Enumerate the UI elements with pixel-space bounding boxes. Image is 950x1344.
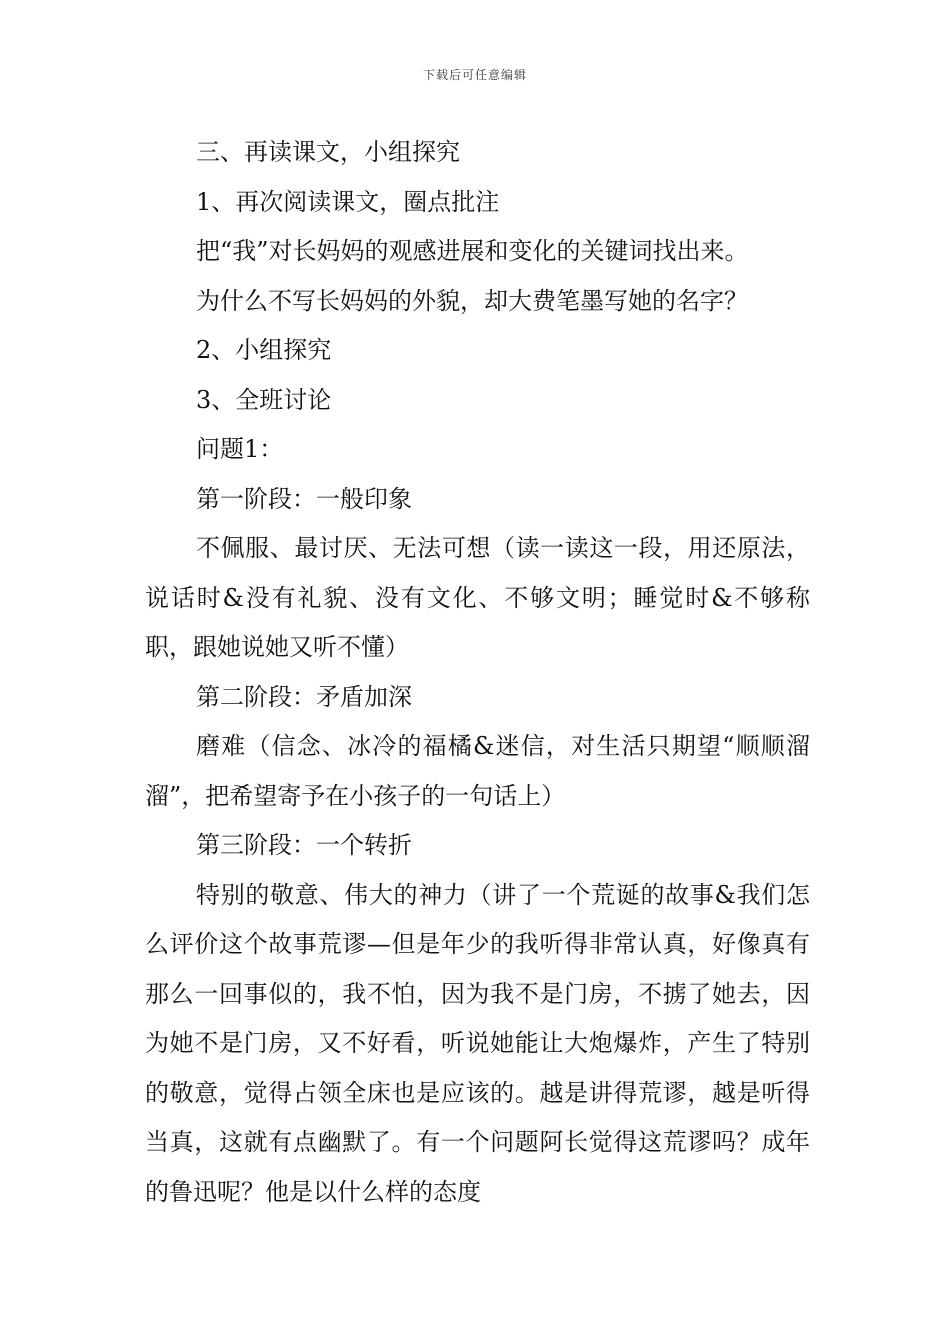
task-keywords: 把“我”对长妈妈的观感进展和变化的关键词找出来。 xyxy=(196,237,749,265)
step-2-heading: 2、小组探究 xyxy=(196,336,332,364)
stage-2-heading: 第二阶段：矛盾加深 xyxy=(196,682,412,711)
stage-1-body: 不佩服、最讨厌、无法可想（读一读这一段，用还原法，说话时&没有礼貌、没有文化、不够文明；睡觉时&不够称职，跟她说她又听不懂） xyxy=(145,534,810,661)
step-1-heading: 1、再次阅读课文，圈点批注 xyxy=(196,187,500,216)
stage-1-heading: 第一阶段：一般印象 xyxy=(196,484,412,513)
stage-3-body: 特别的敬意、伟大的神力（讲了一个荒诞的故事&我们怎么评价这个故事荒谬—但是年少的我听得非常认真，好像真有那么一回事似的，我不怕，因为我不是门房，不掳了她去，因为她不是门房，又不好看，听说她能让大炮爆炸，产生了特别的敬意，觉得占领全床也是应该的。越是讲得荒谬，越是听得当真，这就有点幽默了。有一个问题阿长觉得这荒谬吗？成年的鲁迅呢？他是以什么样的态度 xyxy=(145,880,810,1206)
document-body xyxy=(145,128,810,1217)
stage-3-heading: 第三阶段：一个转折 xyxy=(196,831,412,859)
section-heading: 三、再读课文，小组探究 xyxy=(196,138,460,166)
question-1-label: 问题1： xyxy=(196,435,284,463)
step-3-heading: 3、全班讨论 xyxy=(196,385,332,414)
stage-2-body: 磨难（信念、冰冷的福橘&迷信，对生活只期望“顺顺溜溜”，把希望寄予在小孩子的一句话上） xyxy=(145,732,810,810)
header-note: 下载后可任意编辑 xyxy=(422,68,527,82)
task-question: 为什么不写长妈妈的外貌，却大费笔墨写她的名字？ xyxy=(196,286,748,315)
